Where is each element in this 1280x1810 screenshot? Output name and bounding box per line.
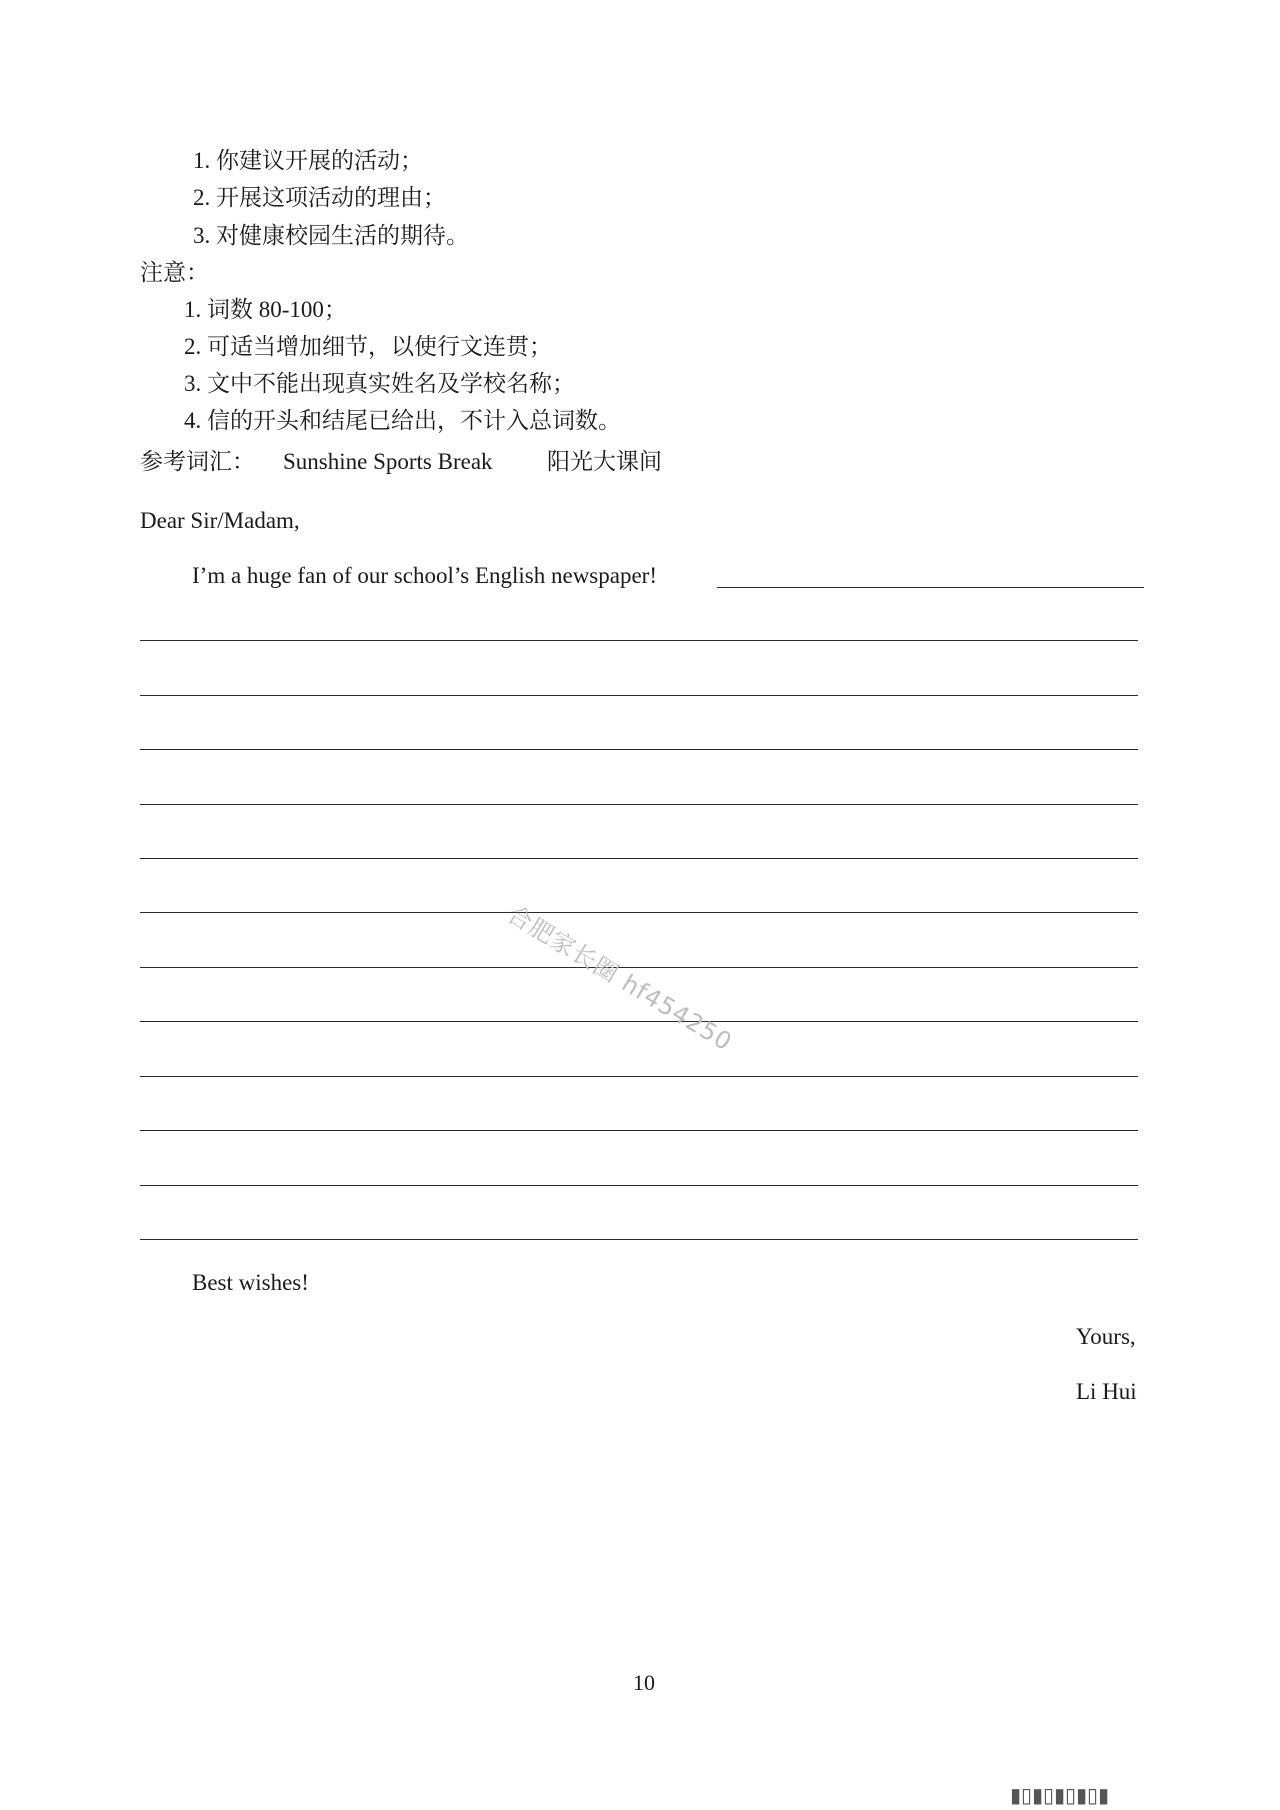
letter-name: Li Hui <box>1076 1379 1137 1404</box>
letter-opening: I’m a huge fan of our school’s English newspaper! <box>192 563 657 588</box>
watermark-text: 合肥家长圈 hf454250 <box>502 900 738 1057</box>
answer-line-9[interactable] <box>140 1076 1138 1077</box>
vocab-label: 参考词汇： <box>140 449 255 474</box>
answer-line-5[interactable] <box>140 858 1138 859</box>
opening-answer-line[interactable] <box>717 587 1144 588</box>
note-2: 2. 可适当增加细节，以使行文连贯； <box>184 334 552 359</box>
note-1: 1. 词数 80-100； <box>184 297 347 322</box>
notes-title: 注意： <box>140 260 209 285</box>
answer-line-12[interactable] <box>140 1239 1138 1240</box>
answer-line-6[interactable] <box>140 912 1138 913</box>
requirement-3: 3. 对健康校园生活的期待。 <box>193 223 469 248</box>
requirement-2: 2. 开展这项活动的理由； <box>193 185 446 210</box>
viewer-toolbar-icon[interactable]: ▮▯▮▯▮▯▮▯▮ <box>1010 1783 1110 1807</box>
page-number: 10 <box>633 1670 655 1695</box>
letter-closing: Best wishes! <box>192 1270 309 1295</box>
answer-line-10[interactable] <box>140 1130 1138 1131</box>
vocab-english: Sunshine Sports Break <box>283 449 493 474</box>
requirement-1: 1. 你建议开展的活动； <box>193 148 423 173</box>
answer-line-1[interactable] <box>140 640 1138 641</box>
answer-line-3[interactable] <box>140 749 1138 750</box>
letter-sign-off: Yours, <box>1076 1324 1136 1349</box>
answer-line-8[interactable] <box>140 1021 1138 1022</box>
vocab-chinese: 阳光大课间 <box>547 449 662 474</box>
note-4: 4. 信的开头和结尾已给出，不计入总词数。 <box>184 408 621 433</box>
answer-line-11[interactable] <box>140 1185 1138 1186</box>
answer-line-4[interactable] <box>140 804 1138 805</box>
answer-line-2[interactable] <box>140 695 1138 696</box>
letter-salutation: Dear Sir/Madam, <box>140 508 300 533</box>
note-3: 3. 文中不能出现真实姓名及学校名称； <box>184 371 575 396</box>
